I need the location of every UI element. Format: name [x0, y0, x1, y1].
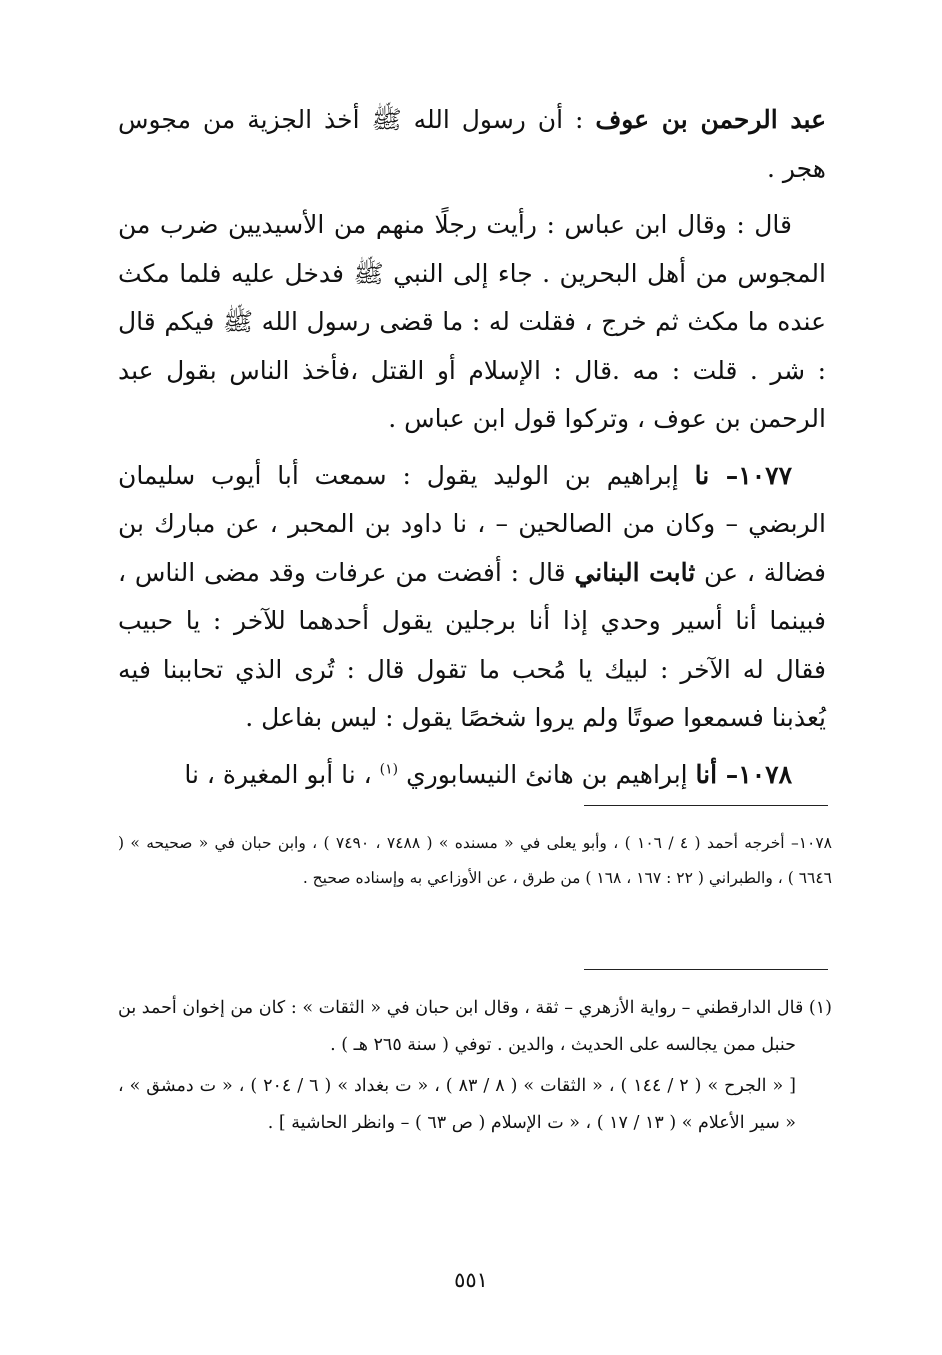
- hadith-number: ١٠٧٧– نا: [694, 460, 793, 490]
- footnote-divider: [584, 805, 828, 806]
- footnote-1-refs: [ « الجرح » ( ٢ / ١٤٤ ) ، « الثقات » ( ٨ / ٨٣ ) ، « ت بغداد » ( ٦ / ٢٠٤ ) ، « ت دمشق » ، « سير الأعلام » ( ١٣ / ١٧ ) ، « ت الإسلام ( ص ٦٣ ) – وانظر الحاشية ] .: [118, 1076, 797, 1133]
- footnote-1: [118, 990, 832, 1142]
- hadith-text: إبراهيم بن الوليد يقول : سمعت أبا أيوب سليمان الربضي – وكان من الصالحين – ، نا داود بن المحبر ، عن مبارك بن فضالة ، عن: [118, 460, 827, 587]
- paragraph-1-text: : أن رسول الله ﷺ أخذ الجزية من مجوس هجر .: [118, 105, 826, 183]
- paragraph-2: [118, 201, 826, 444]
- narrator-name: ثابت البناني: [574, 557, 696, 587]
- footnote-marker: (١): [379, 761, 399, 778]
- footnote-takhrij-text: ١٠٧٨– أخرجه أحمد ( ٤ / ١٠٦ ) ، وأبو يعلى في « مسنده » ( ٧٤٨٨ ، ٧٤٩٠ ) ، وابن حبان في « صحيحه » ( ٦٦٤٦ ) ، والطبراني ( ٢٢ : ١٦٧ ، ١٦٨ ) من طرق ، عن الأوزاعي به وإسناده صحيح .: [118, 834, 833, 887]
- footnote-divider: [584, 969, 828, 970]
- footnote-takhrij: [118, 826, 832, 896]
- hadith-1077: [118, 452, 826, 743]
- hadith-text: ، نا أبو المغيرة ، نا: [184, 759, 380, 789]
- hadith-text: إبراهيم بن هانئ النيسابوري: [406, 759, 696, 789]
- paragraph-2-text: قال : وقال ابن عباس : رأيت رجلًا منهم من الأسيديين ضرب من المجوس من أهل البحرين . جاء إلى النبي ﷺ فدخل عليه فلما مكث عنده ما مكث ثم خرج ، فقلت له : ما قضى رسول الله ﷺ فيكم قال : شر . قلت : مه .قال : الإسلام أو القتل ،فأخذ الناس بقول عبد الرحمن بن عوف ، وتركوا قول ابن عباس .: [118, 210, 826, 433]
- main-text: [118, 96, 826, 799]
- hadith-1078: [118, 751, 826, 800]
- page-number: ٥٥١: [454, 1268, 488, 1292]
- footnote-1-text: (١) قال الدارقطني – رواية الأزهري – ثقة ، وقال ابن حبان في « الثقات » : كان من إخوان أحمد بن حنبل ممن يجالسه على الحديث ، والدين . توفي ( سنة ٢٦٥ هـ ) .: [118, 998, 832, 1055]
- paragraph-1: [118, 96, 826, 193]
- narrator-name: عبد الرحمن بن عوف: [595, 105, 826, 134]
- hadith-text: قال : أفضت من عرفات وقد مضى الناس ، فبينما أنا أسير وحدي إذا أنا برجلين يقول أحدهما للآخر : يا حبيب فقال له الآخر : لبيك يا مُحب ما تقول قال : تُرى الذي تحاببنا فيه يُعذبنا فسمعوا صوتًا ولم يروا شخصًا يقول : ليس بفاعل .: [118, 557, 826, 732]
- hadith-number: ١٠٧٨– أنا: [695, 759, 792, 789]
